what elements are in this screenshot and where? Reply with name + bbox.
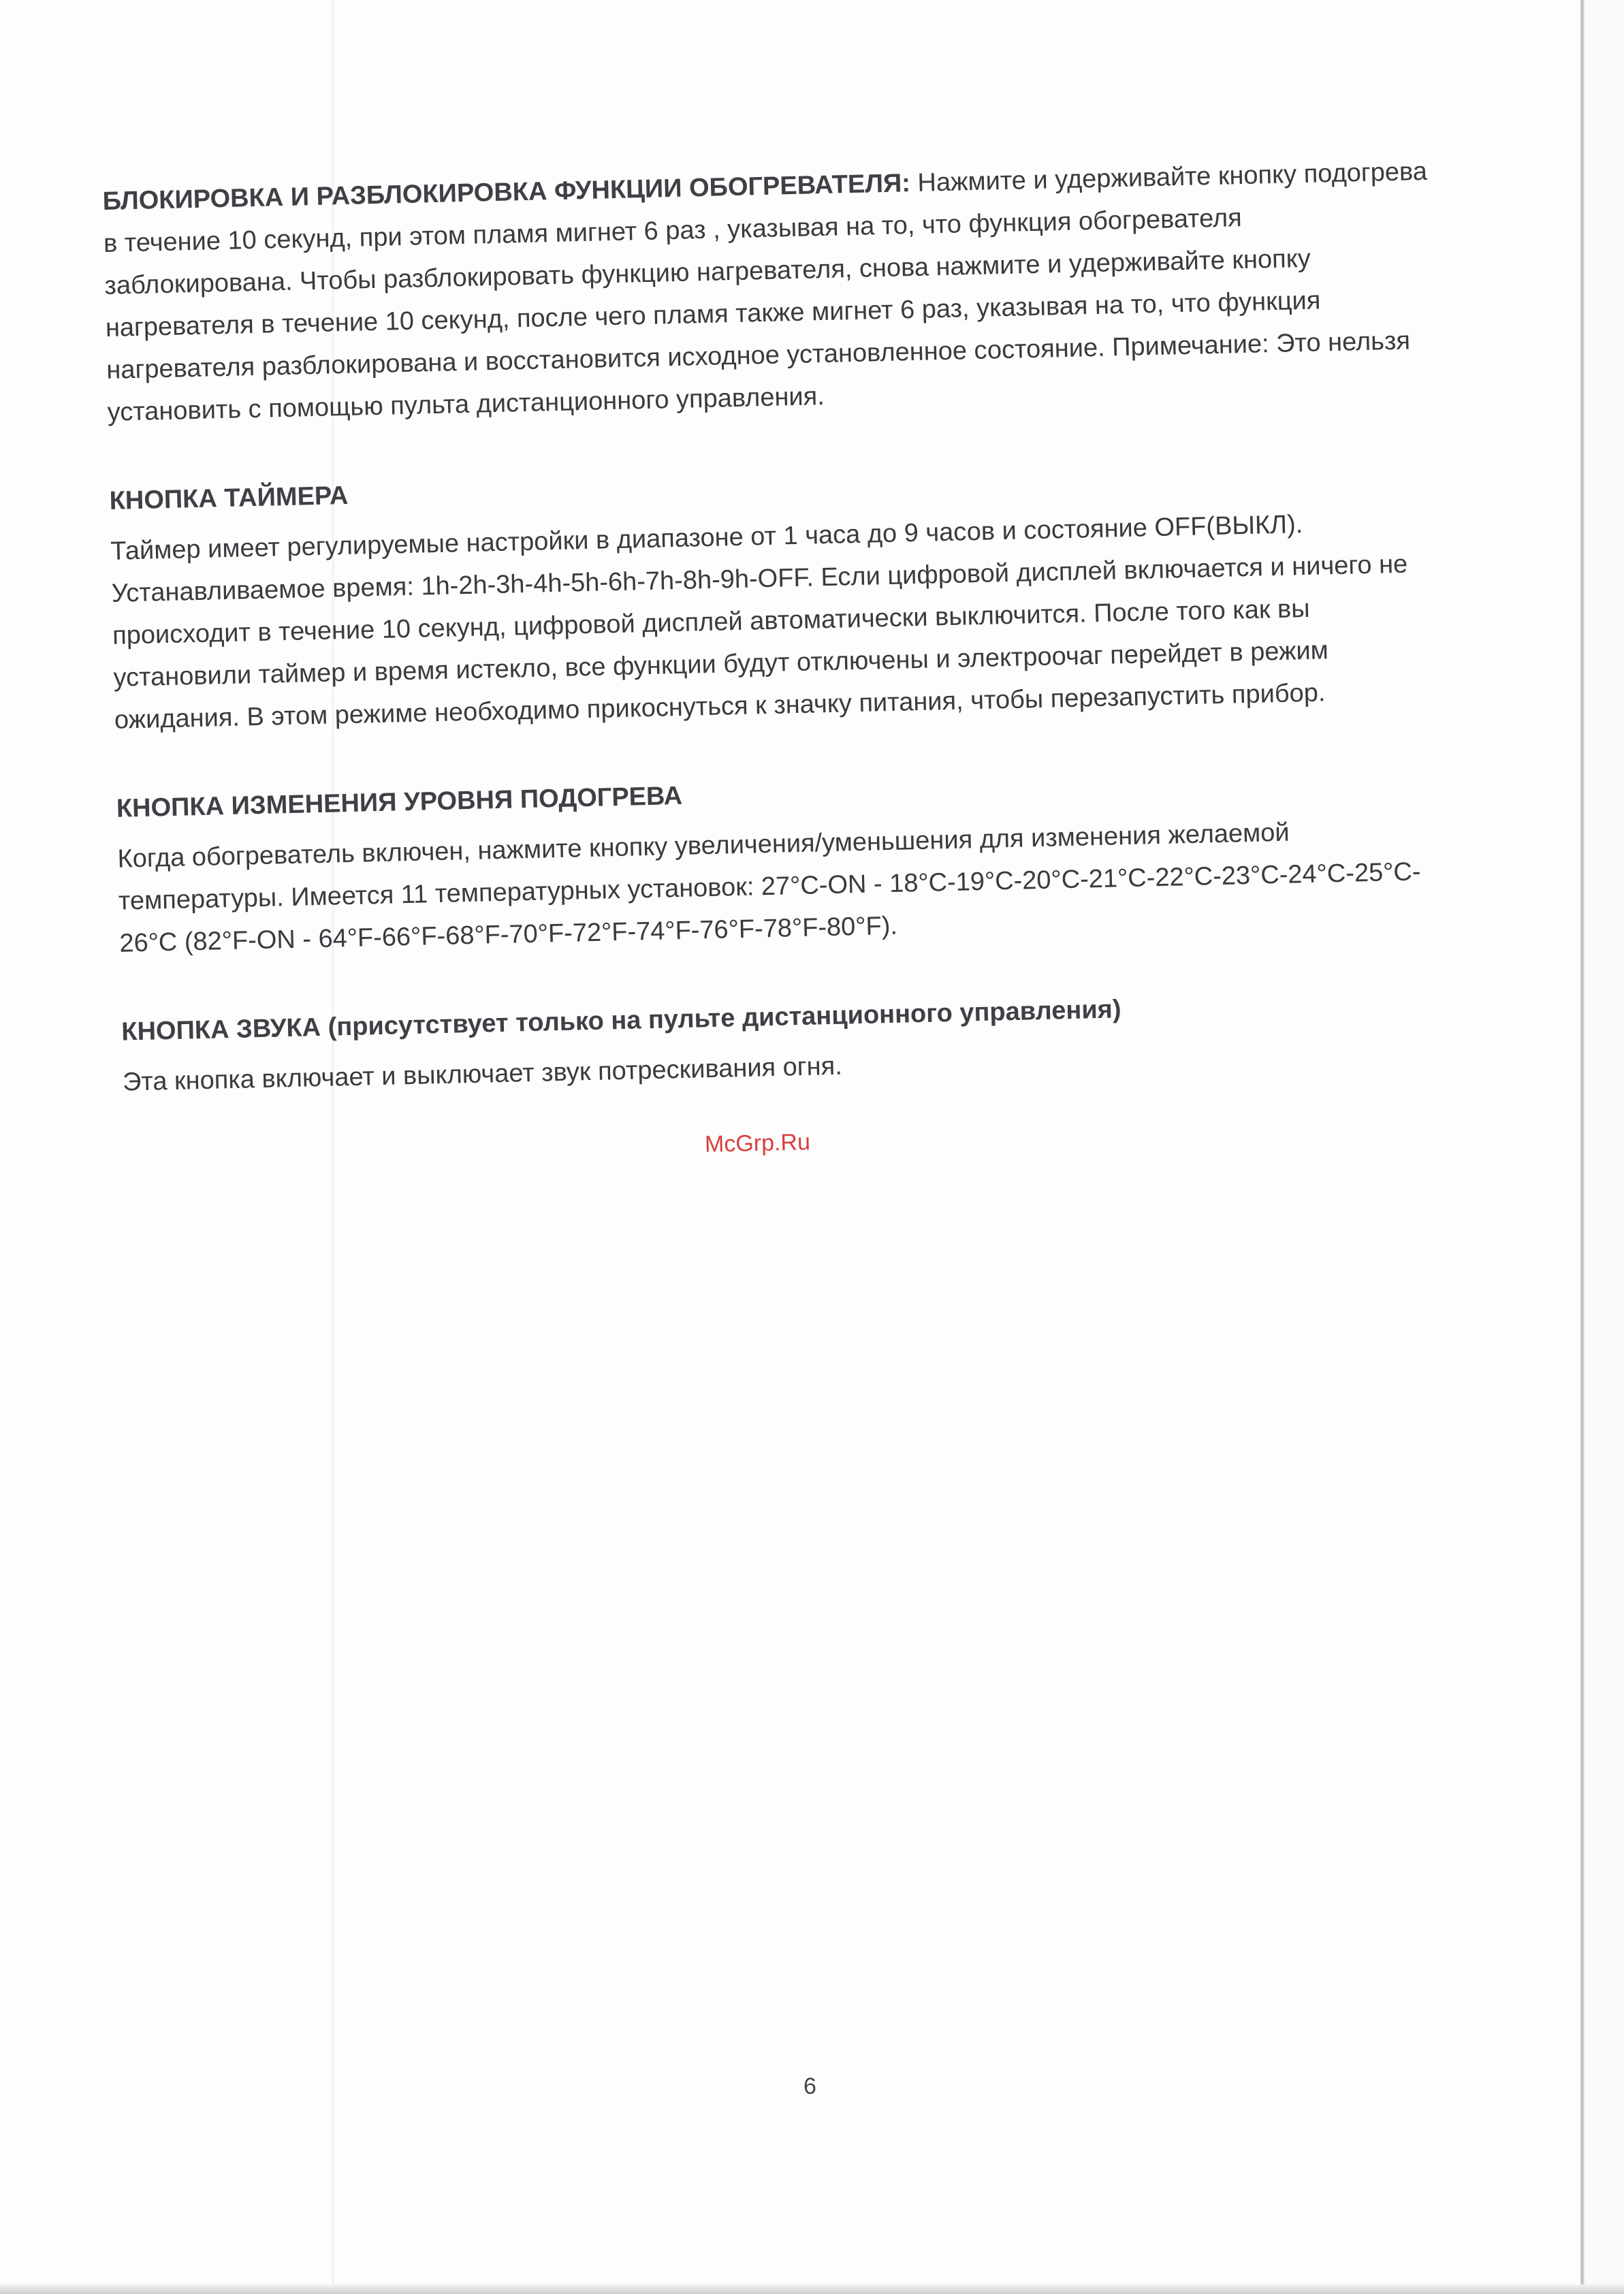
watermark: McGrp.Ru <box>704 1129 811 1158</box>
section-heading: БЛОКИРОВКА И РАЗБЛОКИРОВКА ФУНКЦИИ ОБОГРЕВАТЕЛЯ: <box>102 169 911 216</box>
scan-page-edge <box>1580 0 1585 2294</box>
scan-bottom-edge <box>0 2284 1624 2294</box>
document-body <box>102 150 1450 1104</box>
page-number: 6 <box>803 2073 816 2099</box>
section-heading: КНОПКА ТАЙМЕРА <box>109 481 349 515</box>
section-heading: КНОПКА ИЗМЕНЕНИЯ УРОВНЯ ПОДОГРЕВА <box>116 781 683 823</box>
section-heading: КНОПКА ЗВУКА <box>121 1013 321 1047</box>
section-text: Таймер имеет регулируемые настройки в диапазоне от 1 часа до 9 часов и состояние OFF(ВЫКЛ). Устанавливаемое время: 1h-2h-3h-4h-5h-6h-7h-8h-9h-OFF. Если цифровой дисплей включается и ничего не происходит в течение 10 секунд, цифровой дисплей автоматически выключится. После того как вы установили таймер и время истекло, все функции будут отключены и электроочаг перейдет в режим ожидания. В этом режиме необходимо прикоснуться к значку питания, чтобы перезапустить прибор. <box>110 510 1408 735</box>
scan-margin <box>1585 0 1624 2294</box>
section-text: Эта кнопка включает и выключает звук потрескивания огня. <box>122 1051 843 1097</box>
section-timer-button <box>109 450 1442 742</box>
section-heater-lock <box>102 150 1435 434</box>
section-text: Нажмите и удерживайте кнопку подогрева в течение 10 секунд, при этом пламя мигнет 6 раз , указывая на то, что функция обогревателя заблокирована. Чтобы разблокировать функцию нагревателя, снова нажмите и удерживайте кнопку нагревателя в течение 10 секунд, после чего пламя также мигнет 6 раз, указывая на то, что функция нагревателя разблокирована и восстановится исходное установленное состояние. Примечание: Это нельзя установить с помощью пульта дистанционного управления. <box>103 157 1428 427</box>
section-heat-level-button <box>116 758 1447 965</box>
section-text: Когда обогреватель включен, нажмите кнопку увеличения/уменьшения для изменения желаемой температуры. Имеется 11 температурных установок: 27°C-ON - 18°C-19°C-20°C-21°C-22°C-23°C-24°C-25°C-26°C (82°F-ON - 64°F-66°F-68°F-70°F-72°F-74°F-76°F-78°F-80°F). <box>117 818 1421 958</box>
section-heading-suffix: (присутствует только на пульте дистанционного управления) <box>320 995 1121 1042</box>
section-sound-button <box>121 981 1451 1103</box>
